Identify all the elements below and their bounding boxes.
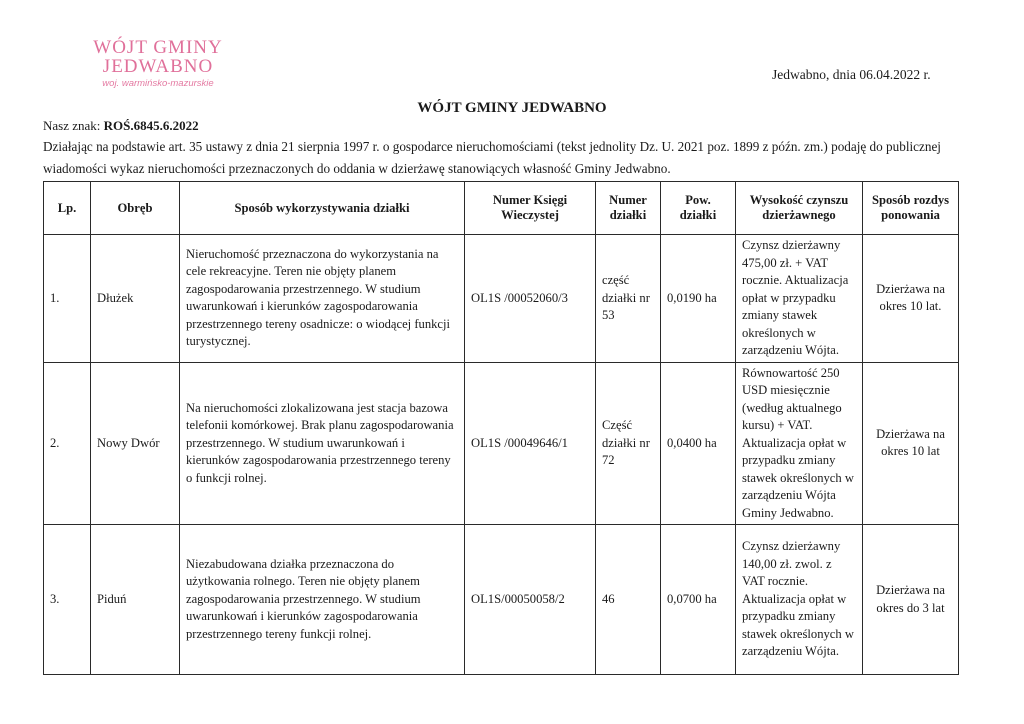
cell-numer: część działki nr 53: [596, 235, 661, 363]
cell-czynsz: Czynsz dzierżawny 140,00 zł. zwol. z VAT rocznie. Aktualizacja opłat w przypadku zmiany stawek określonych w zarządzeniu Wójta.: [736, 525, 863, 675]
table-row: [44, 235, 959, 363]
header-obreb: Obręb: [91, 182, 180, 235]
document-date: Jedwabno, dnia 06.04.2022 r.: [772, 67, 931, 82]
reference-label: Nasz znak:: [43, 118, 104, 133]
cell-ksiega: OL1S/00050058/2: [465, 525, 596, 675]
cell-numer: 46: [596, 525, 661, 675]
table-row: [44, 525, 959, 675]
cell-pow: 0,0700 ha: [661, 525, 736, 675]
cell-ksiega: OL1S /00052060/3: [465, 235, 596, 363]
reference-value: ROŚ.6845.6.2022: [103, 118, 199, 133]
header-lp: Lp.: [44, 182, 91, 235]
logo-line-1: WÓJT GMINY: [93, 37, 223, 58]
cell-sposob: Niezabudowana działka przeznaczona do użytkowania rolnego. Teren nie objęty planem zagospodarowania przestrzennego. W studium uwarunkowań i kierunków zagospodarowania przestrzennego tereny funkcji rolnej.: [180, 525, 465, 675]
reference-number: [43, 118, 199, 134]
table-header-row: [44, 182, 959, 235]
header-ksiega: [465, 182, 596, 235]
cell-numer: Część działki nr 72: [596, 362, 661, 525]
header-czynsz: Wysokość czynszu dzierżawnego: [736, 182, 863, 235]
header-sposob: Sposób wykorzystywania działki: [180, 182, 465, 235]
document-title: WÓJT GMINY JEDWABNO: [417, 100, 607, 116]
cell-czynsz: Czynsz dzierżawny 475,00 zł. + VAT rocznie. Aktualizacja opłat w przypadku zmiany stawek określonych w zarządzeniu Wójta.: [736, 235, 863, 363]
cell-rozdysponowanie: Dzierżawa na okres do 3 lat: [863, 525, 959, 675]
cell-czynsz: Równowartość 250 USD miesięcznie (według aktualnego kursu) + VAT. Aktualizacja opłat w przypadku zmiany stawek określonych w zarządzeniu Wójta Gminy Jedwabno.: [736, 362, 863, 525]
intro-paragraph: Działając na podstawie art. 35 ustawy z dnia 21 sierpnia 1997 r. o gospodarce nieruchomościami (tekst jednolity Dz. U. 2021 poz. 1899 z późn. zm.) podaję do publicznej wiadomości wykaz nieruchomości przeznaczonych do oddania w dzierżawę stanowiących własność Gminy Jedwabno.: [43, 139, 941, 176]
cell-rozdysponowanie: Dzierżawa na okres 10 lat: [863, 362, 959, 525]
property-table: [43, 181, 959, 675]
cell-ksiega: OL1S /00049646/1: [465, 362, 596, 525]
cell-sposob: Nieruchomość przeznaczona do wykorzystania na cele rekreacyjne. Teren nie objęty planem zagospodarowania przestrzennego. W studium uwarunkowań i kierunków zagospodarowania przestrzennego tereny osadnicze: o wiodącej funkcji turystycznej.: [180, 235, 465, 363]
cell-lp: 1.: [44, 235, 91, 363]
cell-obreb: Dłużek: [91, 235, 180, 363]
header-rozdysponowanie: Sposób rozdysponowania: [863, 182, 959, 235]
municipality-logo: [68, 38, 248, 89]
table-row: [44, 362, 959, 525]
cell-lp: 2.: [44, 362, 91, 525]
cell-obreb: Nowy Dwór: [91, 362, 180, 525]
cell-rozdysponowanie: Dzierżawa na okres 10 lat.: [863, 235, 959, 363]
cell-sposob: Na nieruchomości zlokalizowana jest stacja bazowa telefonii komórkowej. Brak planu zagospodarowania przestrzennego. W studium uwarunkowań i kierunków zagospodarowania przestrzennego tereny o funkcji rolnej.: [180, 362, 465, 525]
cell-pow: 0,0190 ha: [661, 235, 736, 363]
cell-lp: 3.: [44, 525, 91, 675]
header-pow: Pow. działki: [661, 182, 736, 235]
header-ksiega-label: Numer Księgi Wieczystej: [492, 193, 568, 222]
logo-subtitle: woj. warmińsko-mazurskie: [102, 78, 214, 89]
header-numer: Numer działki: [596, 182, 661, 235]
logo-line-2: JEDWABNO: [102, 56, 214, 77]
cell-obreb: Piduń: [91, 525, 180, 675]
cell-pow: 0,0400 ha: [661, 362, 736, 525]
